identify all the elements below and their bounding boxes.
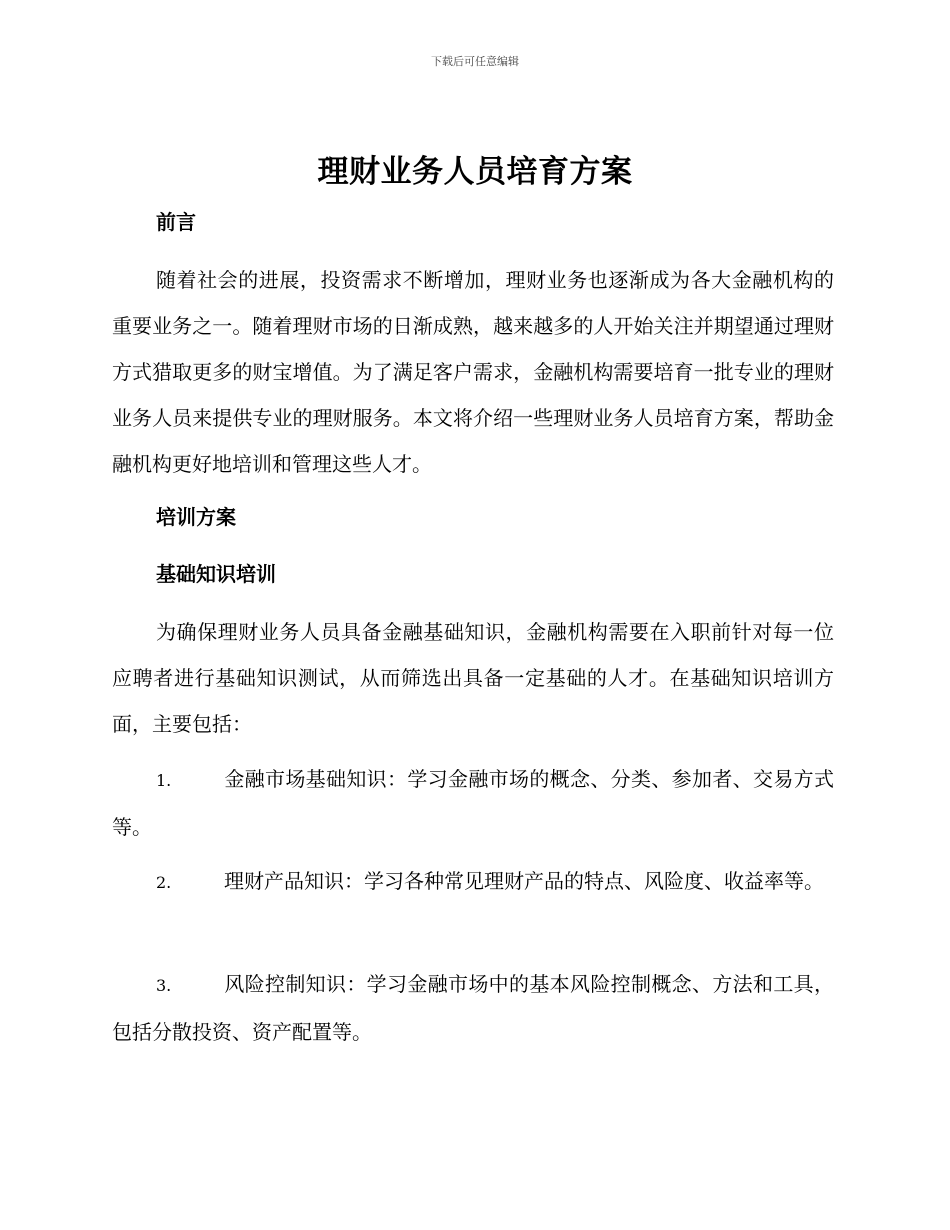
list-item <box>112 961 834 1055</box>
list-item-text: 理财产品知识：学习各种常见理财产品的特点、风险度、收益率等。 <box>224 869 824 893</box>
list-item-text: 金融市场基础知识：学习金融市场的概念、分类、参加者、交易方式等。 <box>112 767 834 839</box>
training-plan-heading: 培训方案 <box>156 505 236 529</box>
list-item-number: 2. <box>156 873 172 892</box>
list-item <box>112 756 834 850</box>
preface-paragraph: 随着社会的进展，投资需求不断增加，理财业务也逐渐成为各大金融机构的重要业务之一。随着理财市场的日渐成熟，越来越多的人开始关注并期望通过理财方式猎取更多的财宝增值。为了满足客户需求，金融机构需要培育一批专业的理财业务人员来提供专业的理财服务。本文将介绍一些理财业务人员培育方案，帮助金融机构更好地培训和管理这些人才。 <box>112 268 834 476</box>
list-item-text: 风险控制知识：学习金融市场中的基本风险控制概念、方法和工具，包括分散投资、资产配置等。 <box>112 972 834 1044</box>
document-title: 理财业务人员培育方案 <box>317 154 633 190</box>
preface-heading: 前言 <box>156 210 196 234</box>
list-item-number: 3. <box>156 976 172 995</box>
basic-knowledge-paragraph: 为确保理财业务人员具备金融基础知识，金融机构需要在入职前针对每一位应聘者进行基础知识测试，从而筛选出具备一定基础的人才。在基础知识培训方面，主要包括： <box>112 620 834 736</box>
list-item-number: 1. <box>156 771 172 790</box>
basic-knowledge-heading: 基础知识培训 <box>156 562 276 586</box>
header-note: 下载后可任意编辑 <box>431 55 519 68</box>
list-item <box>112 858 834 906</box>
